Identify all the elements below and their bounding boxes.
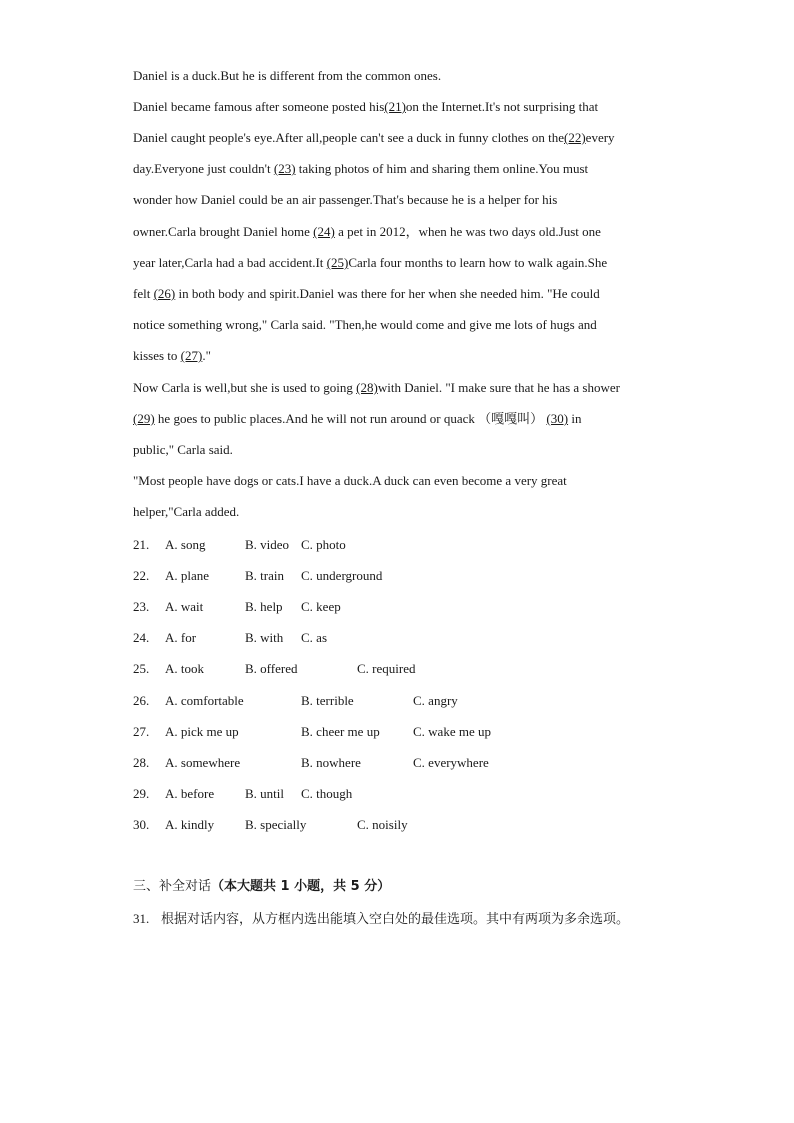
option-c: C. required [357, 661, 416, 676]
question-number: 21. [133, 537, 150, 552]
question-number: 22. [133, 568, 150, 583]
passage-line-7: year later,Carla had a bad accident.It (25)Carla four months to learn how to walk again.She [133, 255, 608, 270]
option-b: B. specially [245, 817, 307, 832]
blank-21: (21) [384, 99, 406, 114]
question-number: 24. [133, 630, 150, 645]
question-number: 30. [133, 817, 150, 832]
option-a: A. comfortable [165, 693, 244, 708]
option-c: C. as [301, 630, 327, 645]
question-number: 26. [133, 693, 150, 708]
blank-22: (22) [564, 130, 586, 145]
blank-25: (25) [326, 255, 349, 270]
blank-30: (30) [546, 411, 569, 426]
passage-line-12: (29) he goes to public places.And he will not run around or quack （嘎嘎叫） (30) in [133, 411, 582, 426]
option-b: B. video [245, 537, 290, 552]
option-b: B. train [245, 568, 284, 583]
passage-line-15: helper,"Carla added. [133, 504, 240, 519]
passage-line-4: day.Everyone just couldn't (23) taking photos of him and sharing them online.You must [133, 161, 589, 176]
option-b: B. cheer me up [301, 724, 380, 739]
passage-line-6: owner.Carla brought Daniel home (24) a pet in 2012，when he was two days old.Just one [133, 224, 601, 239]
option-a: A. pick me up [165, 724, 239, 739]
option-b: B. offered [245, 661, 298, 676]
option-b: B. nowhere [301, 755, 361, 770]
blank-27: (27) [180, 348, 203, 363]
passage-line-5: wonder how Daniel could be an air passenger.That's because he is a helper for his [133, 192, 558, 207]
option-a: A. song [165, 537, 206, 552]
question-text: 根据对话内容，从方框内选出能填入空白处的最佳选项。其中有两项为多余选项。 [161, 912, 630, 927]
option-b: B. until [245, 786, 285, 801]
question-number: 25. [133, 661, 150, 676]
passage-line-2: Daniel became famous after someone posted his(21)on the Internet.It's not surprising that [133, 99, 599, 114]
question-number: 31. [133, 911, 150, 926]
option-c: C. photo [301, 537, 346, 552]
option-c: C. everywhere [413, 755, 489, 770]
blank-29: (29) [133, 411, 155, 426]
blank-23: (23) [273, 161, 296, 176]
passage-line-14: "Most people have dogs or cats.I have a duck.A duck can even become a very great [133, 473, 567, 488]
passage-line-10: kisses to (27)." [133, 348, 211, 363]
blank-28: (28) [356, 380, 378, 395]
option-b: B. terrible [301, 693, 354, 708]
option-a: A. took [165, 661, 204, 676]
question-31 [133, 911, 629, 928]
section-heading: 三、补全对话（本大题共 1 小题，共 5 分） [133, 879, 391, 894]
option-c: C. though [301, 786, 353, 801]
option-a: A. wait [165, 599, 204, 614]
option-c: C. wake me up [413, 724, 491, 739]
blank-26: (26) [153, 286, 176, 301]
option-a: A. plane [165, 568, 210, 583]
option-a: A. before [165, 786, 215, 801]
option-a: A. kindly [165, 817, 215, 832]
option-a: A. for [165, 630, 197, 645]
option-a: A. somewhere [165, 755, 241, 770]
question-number: 27. [133, 724, 150, 739]
option-b: B. with [245, 630, 284, 645]
question-number: 28. [133, 755, 150, 770]
passage-line-8: felt (26) in both body and spirit.Daniel was there for her when she needed him. "He could [133, 286, 600, 301]
option-c: C. keep [301, 599, 341, 614]
option-c: C. underground [301, 568, 383, 583]
option-b: B. help [245, 599, 283, 614]
passage-line-9: notice something wrong," Carla said. "Then,he would come and give me lots of hugs and [133, 317, 597, 332]
blank-24: (24) [313, 224, 335, 239]
question-number: 23. [133, 599, 150, 614]
option-c: C. angry [413, 693, 458, 708]
passage-line-11: Now Carla is well,but she is used to going (28)with Daniel. "I make sure that he has a shower [133, 380, 620, 395]
passage-line-3: Daniel caught people's eye.After all,people can't see a duck in funny clothes on the(22)every [133, 130, 615, 145]
passage-line-13: public," Carla said. [133, 442, 233, 457]
option-c: C. noisily [357, 817, 408, 832]
passage-line-1: Daniel is a duck.But he is different from the common ones. [133, 68, 442, 83]
question-number: 29. [133, 786, 150, 801]
